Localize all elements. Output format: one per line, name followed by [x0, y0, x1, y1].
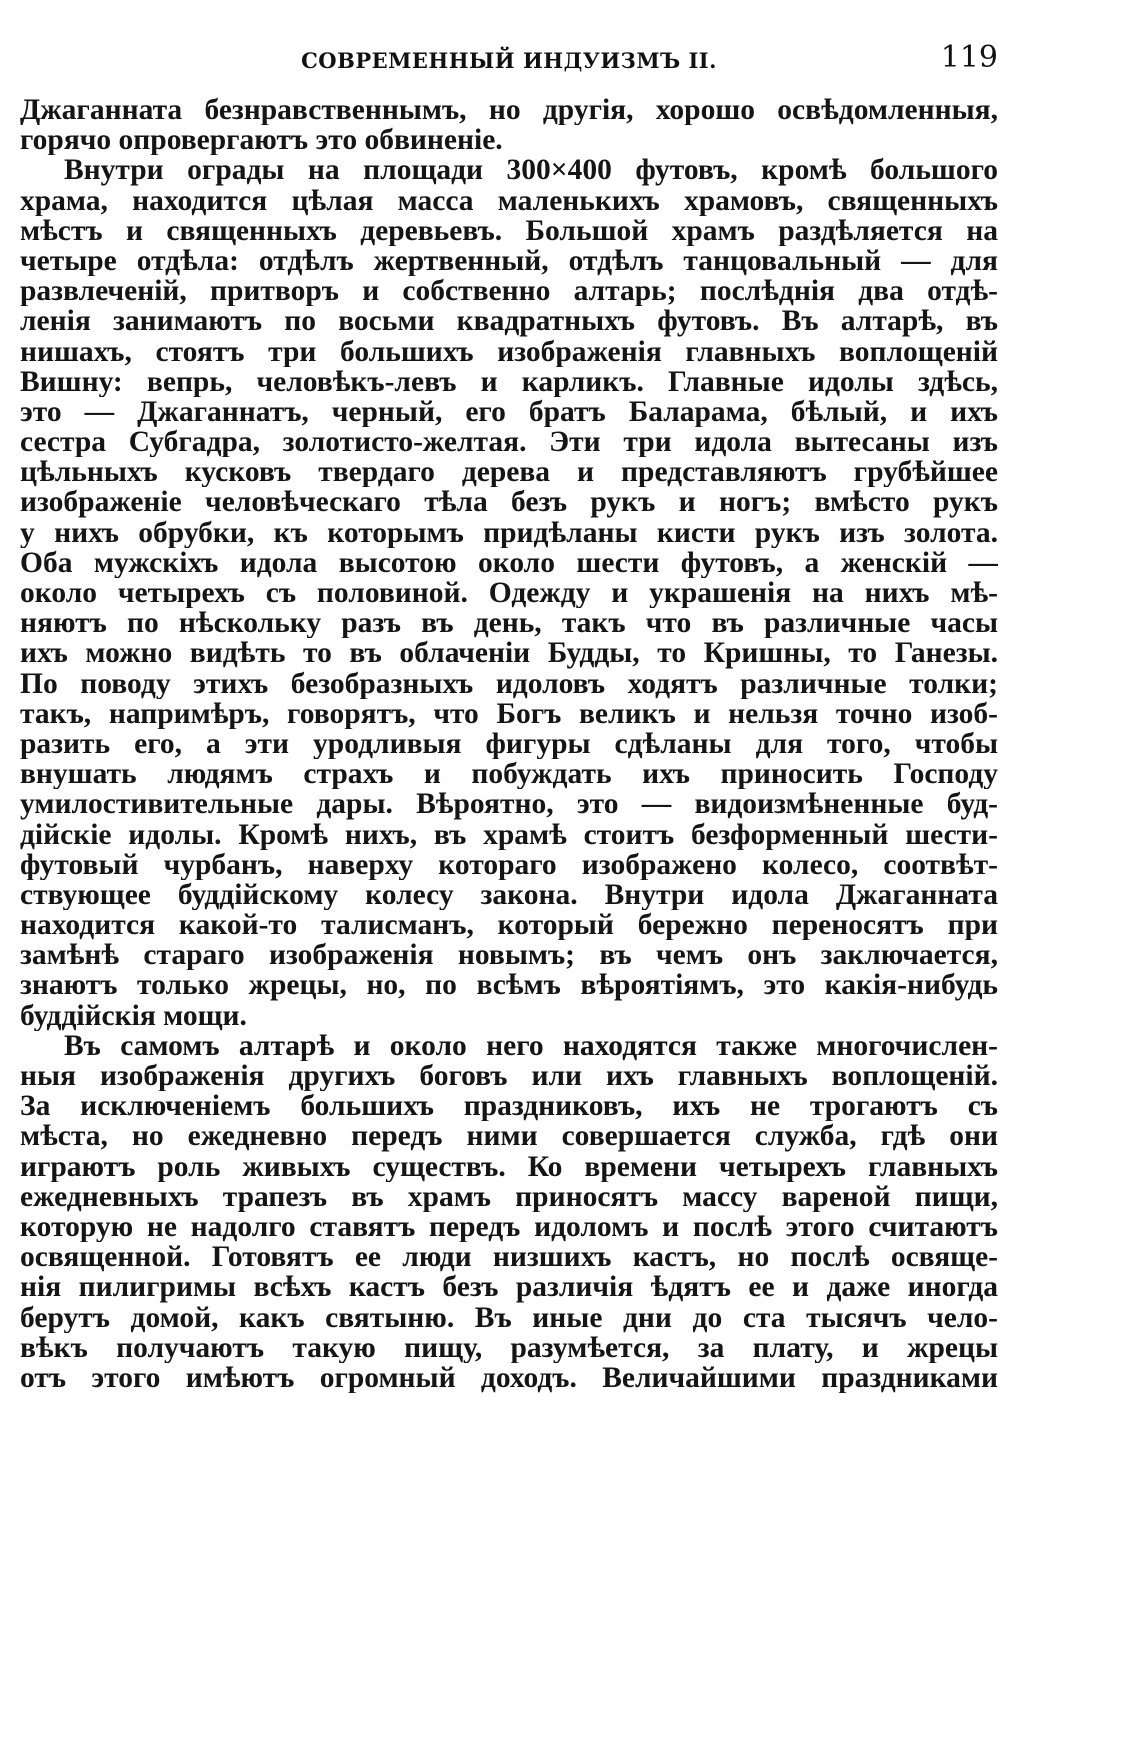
text-line: За исключеніемъ большихъ праздниковъ, ихъ не трогаютъ съ: [20, 1091, 998, 1122]
text-line: разить его, а эти уродливыя фигуры сдѣланы для того, чтобы: [20, 728, 998, 760]
text-line: которую не надолго ставятъ передъ идоломъ и послѣ этого считаютъ: [20, 1211, 998, 1243]
text-line: Внутри ограды на площади 300×400 футовъ, кромѣ большого: [64, 155, 998, 186]
text-line: Вишну: вепрь, человѣкъ-левъ и карликъ. Главные идолы здѣсь,: [20, 366, 998, 397]
text-line: горячо опровергаютъ это обвиненіе.: [20, 125, 503, 156]
running-title: СОВРЕМЕННЫЙ ИНДУИЗМЪ II.: [301, 48, 717, 73]
paragraph: [20, 155, 998, 1030]
text-line: ленія занимаютъ по восьми квадратныхъ футовъ. Въ алтарѣ, въ: [20, 306, 998, 337]
paragraph: [20, 95, 998, 155]
text-line: внушать людямъ страхъ и побуждать ихъ приносить Господу: [20, 759, 998, 790]
text-line: около четырехъ съ половиной. Одежду и украшенія на нихъ мѣ-: [20, 578, 998, 609]
text-line: ихъ можно видѣть то въ облаченіи Будды, то Кришны, то Ганезы.: [20, 638, 998, 669]
text-line: играютъ роль живыхъ существъ. Ко времени четырехъ главныхъ: [20, 1151, 998, 1182]
page-number: 119: [940, 40, 998, 75]
text-line: умилостивительные дары. Вѣроятно, это — видоизмѣненные буд-: [20, 789, 998, 820]
text-line: берутъ домой, какъ святыню. Въ иные дни до ста тысячъ чело-: [20, 1302, 998, 1333]
text-line: у нихъ обрубки, къ которымъ придѣланы кисти рукъ изъ золота.: [20, 517, 998, 548]
body-text: [20, 95, 998, 1393]
text-line: дійскіе идолы. Кромѣ нихъ, въ храмѣ стоитъ безформенный шести-: [20, 819, 998, 850]
text-line: четыре отдѣла: отдѣлъ жертвенный, отдѣлъ танцовальный — для: [20, 245, 998, 277]
running-head: [20, 40, 998, 80]
text-line: сестра Субгадра, золотисто-желтая. Эти три идола вытесаны изъ: [20, 427, 998, 458]
text-line: По поводу этихъ безобразныхъ идоловъ ходятъ различные толки;: [20, 668, 998, 699]
text-line: замѣнѣ стараго изображенія новымъ; въ чемъ онъ заключается,: [20, 940, 998, 971]
text-line: вѣкъ получаютъ такую пищу, разумѣется, за плату, и жрецы: [20, 1332, 998, 1363]
text-line: Оба мужскіхъ идола высотою около шести футовъ, а женскій —: [20, 547, 998, 578]
text-line: нишахъ, стоятъ три большихъ изображенія главныхъ воплощеній: [20, 336, 998, 367]
text-line: ствующее буддійскому колесу закона. Внутри идола Джаганната: [20, 879, 998, 911]
text-line: мѣстъ и священныхъ деревьевъ. Большой храмъ раздѣляется на: [20, 215, 998, 246]
text-line: ныя изображенія другихъ боговъ или ихъ главныхъ воплощеній.: [20, 1061, 998, 1092]
text-line: это — Джаганнатъ, черный, его братъ Баларама, бѣлый, и ихъ: [20, 396, 998, 428]
text-line: освященной. Готовятъ ее люди низшихъ кастъ, но послѣ освяще-: [20, 1242, 998, 1273]
text-line: цѣльныхъ кусковъ твердаго дерева и представляютъ грубѣйшее: [20, 457, 998, 488]
text-line: Въ самомъ алтарѣ и около него находятся также многочислен-: [64, 1030, 998, 1061]
text-line: изображеніе человѣческаго тѣла безъ рукъ и ногъ; вмѣсто рукъ: [20, 487, 998, 518]
text-line: буддійскія мощи.: [20, 1000, 247, 1031]
text-line: Джаганната безнравственнымъ, но другія, хорошо освѣдомленныя,: [20, 95, 998, 126]
text-line: храма, находится цѣлая масса маленькихъ храмовъ, священныхъ: [20, 185, 998, 216]
text-line: знаютъ только жрецы, но, по всѣмъ вѣроятіямъ, это какія-нибудь: [20, 970, 998, 1001]
text-line: няютъ по нѣскольку разъ въ день, такъ что въ различные часы: [20, 608, 998, 639]
text-line: мѣста, но ежедневно передъ ними совершается служба, гдѣ они: [20, 1121, 998, 1152]
paragraph: [20, 1031, 998, 1393]
text-line: футовый чурбанъ, наверху котораго изображено колесо, соотвѣт-: [20, 849, 998, 880]
text-line: находится какой-то талисманъ, который бережно переносятъ при: [20, 910, 998, 941]
text-line: ежедневныхъ трапезъ въ храмъ приносятъ массу вареной пищи,: [20, 1181, 998, 1212]
text-line: развлеченій, притворъ и собственно алтарь; послѣднія два отдѣ-: [20, 276, 998, 307]
text-line: нія пилигримы всѣхъ кастъ безъ различія ѣдятъ ее и даже иногда: [20, 1272, 998, 1303]
text-line: такъ, напримѣръ, говорятъ, что Богъ великъ и нельзя точно изоб-: [20, 698, 998, 729]
text-line: отъ этого имѣютъ огромный доходъ. Величайшими праздниками: [20, 1362, 998, 1394]
